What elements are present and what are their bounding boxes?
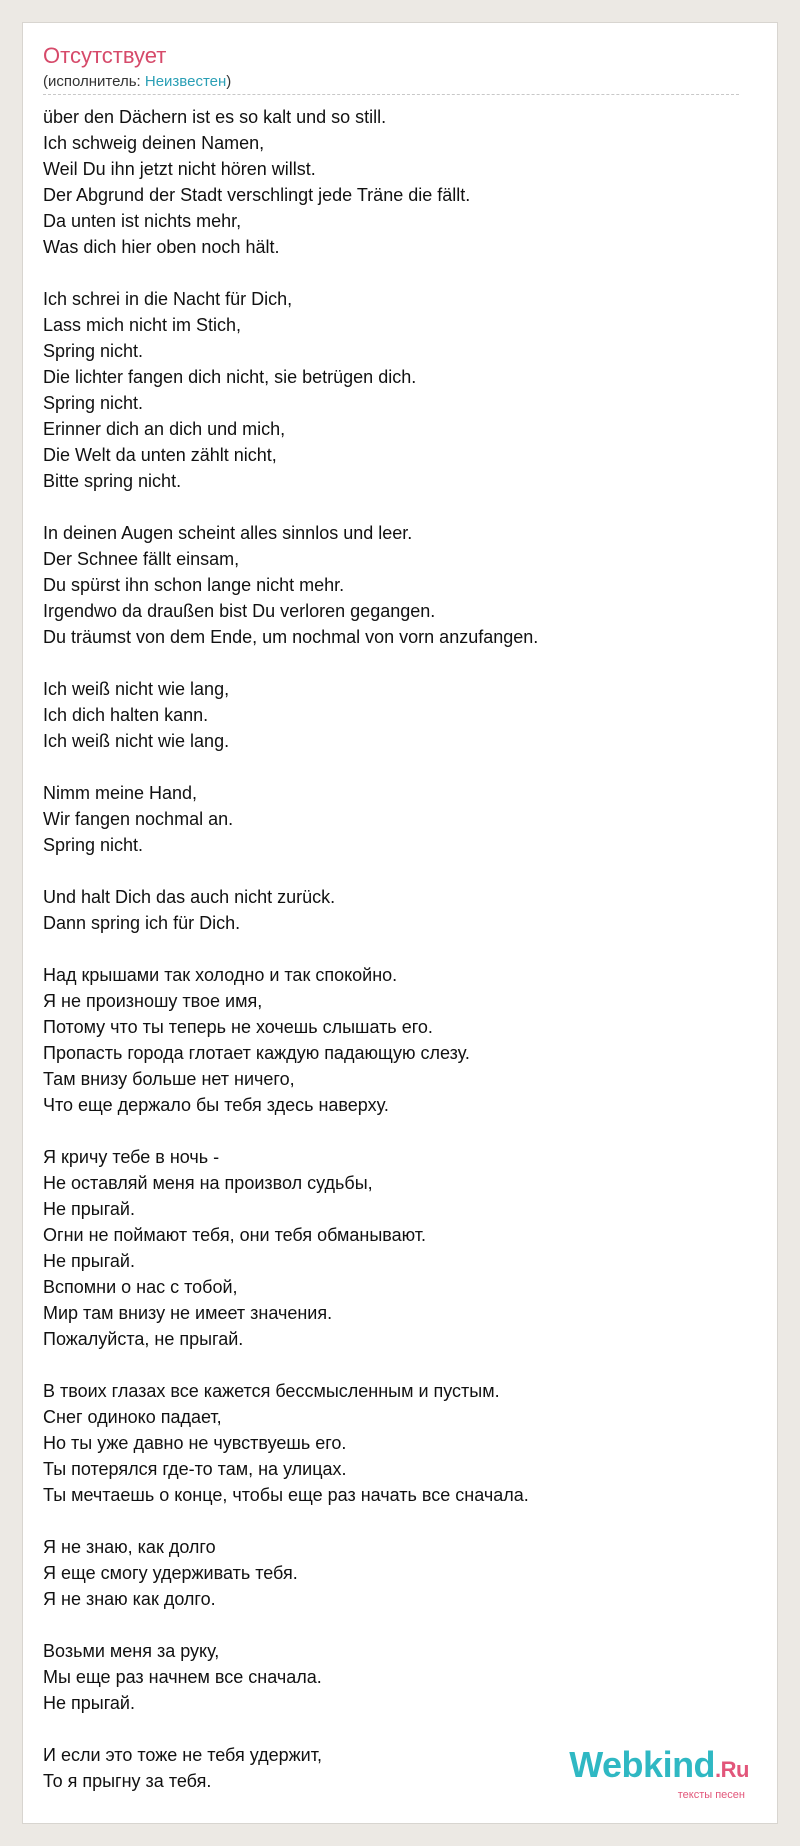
logo-suffix: .Ru xyxy=(715,1757,749,1782)
lyrics-text: über den Dächern ist es so kalt und so still. Ich schweig deinen Namen, Weil Du ihn jetzt nicht hören willst. Der Abgrund der Stadt verschlingt jede Träne die fällt. Da unten ist nichts mehr, Was dich hier oben noch hält. Ich schrei in die Nacht für Dich, Lass mich nicht im Stich, Spring nicht. Die lichter fangen dich nicht, sie betrügen dich. Spring nicht. Erinner dich an dich und mich, Die Welt da unten zählt nicht, Bitte spring nicht. In deinen Augen scheint alles sinnlos und leer. Der Schnee fällt einsam, Du spürst ihn schon lange nicht mehr. Irgendwo da draußen bist Du verloren gegangen. Du träumst von dem Ende, um nochmal von vorn anzufangen. Ich weiß nicht wie lang, Ich dich halten kann. Ich weiß nicht wie lang. Nimm meine Hand, Wir fangen nochmal an. Spring nicht. Und halt Dich das auch nicht zurück. Dann spring ich für Dich. Над крышами так холодно и так спокойно. Я не произношу твое имя, Потому что ты теперь не хочешь слышать его. Пропасть города глотает каждую падающую слезу. Там внизу больше нет ничего, Что еще держало бы тебя здесь наверху. Я кричу тебе в ночь - Не оставляй меня на произвол судьбы, Не прыгай. Огни не поймают тебя, они тебя обманывают. Не прыгай. Вспомни о нас с тобой, Мир там внизу не имеет значения. Пожалуйста, не прыгай. В твоих глазах все кажется бессмысленным и пустым. Снег одиноко падает, Но ты уже давно не чувствуешь его. Ты потерялся где-то там, на улицах. Ты мечтаешь о конце, чтобы еще раз начать все сначала. Я не знаю, как долго Я еще смогу удерживать тебя. Я не знаю как долго. Возьми меня за руку, Мы еще раз начнем все сначала. Не прыгай. И если это тоже не тебя удержит, То я прыгну за тебя. xyxy=(43,107,539,1791)
artist-suffix: ) xyxy=(226,73,232,90)
song-title: Отсутствует xyxy=(43,43,167,68)
artist-line xyxy=(43,73,231,91)
logo-tagline: тексты песен xyxy=(677,1789,745,1801)
lyrics-card xyxy=(22,22,778,1824)
site-logo[interactable] xyxy=(569,1744,749,1801)
logo-main-text: Webkind xyxy=(569,1744,716,1785)
logo-wordmark xyxy=(569,1744,749,1788)
divider xyxy=(43,94,739,95)
artist-link[interactable]: Неизвестен xyxy=(144,73,227,90)
artist-prefix: (исполнитель: xyxy=(43,73,145,90)
